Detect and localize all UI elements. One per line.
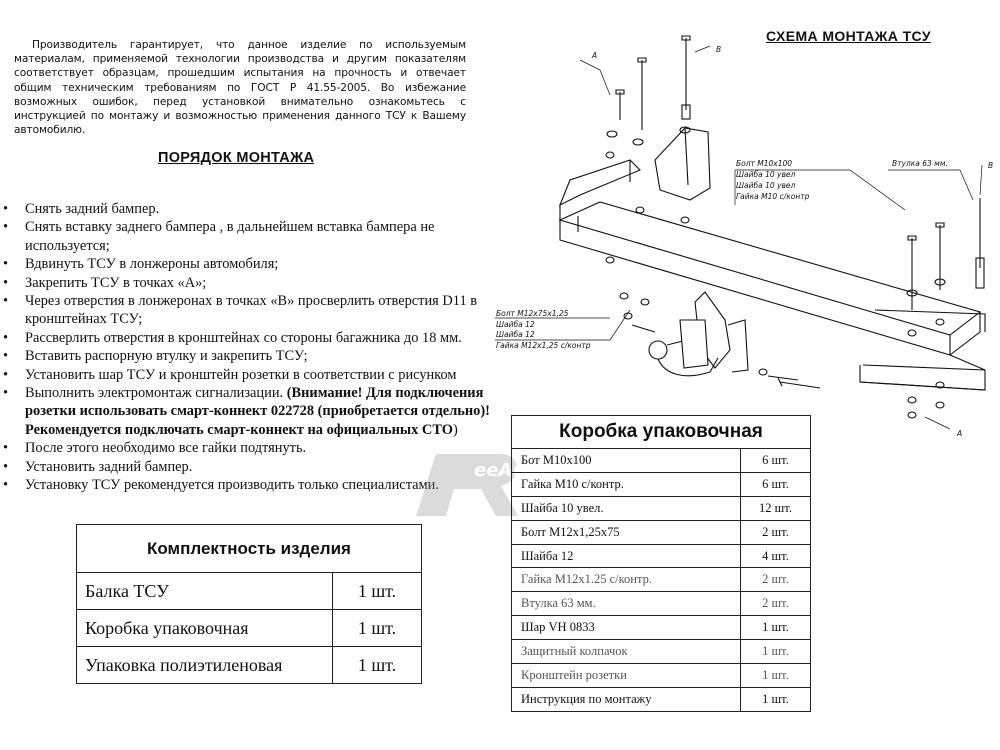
table-row: Защитный колпачок 1 шт.: [512, 640, 811, 664]
ball-mount: [649, 292, 748, 376]
step-item: • После этого необходимо все гайки подтянуть.: [0, 439, 490, 457]
kit-table: [76, 524, 422, 684]
step-item-electric: • Выполнить электромонтаж сигнализации. (Внимание! Для подключения розетки использовать смарт-коннект 022728 (приобретается отдельно)! Рекомендуется подключать смарт-коннект на официальных СТО): [0, 384, 490, 439]
table-row: Балка ТСУ 1 шт.: [77, 573, 422, 610]
step-item: • Установку ТСУ рекомендуется производить только специалистами.: [0, 476, 490, 494]
box-table-title: Коробка упаковочная: [512, 416, 811, 449]
label-a: A: [957, 429, 963, 438]
callout-text: Гайка М12х1,25 с/контр: [496, 341, 591, 350]
table-row: Инструкция по монтажу 1 шт.: [512, 687, 811, 711]
label-a: A: [592, 51, 598, 60]
intro-paragraph: Производитель гарантирует, что данное изделие по используемым материалам, применяемой технологии производства и другим показателям соответствует образцам, прошедшим испытания на прочность и отвечает общим техническим требованиям по ГОСТ Р 41.55-2005. Во избежание возможных ошибок, перед установкой внимательно ознакомьтесь с инструкцией по монтажу и возможностью применения данного ТСУ к Вашему автомобилю.: [14, 39, 466, 137]
table-row: Гайка М10 с/контр. 6 шт.: [512, 472, 811, 496]
callout-text: Болт М10х100: [736, 159, 793, 168]
callout-text: Гайка М10 с/контр: [736, 192, 810, 201]
label-b: B: [988, 161, 994, 170]
scheme-title: СХЕМА МОНТАЖА ТСУ: [766, 28, 931, 44]
table-row: Гайка М12х1.25 с/контр. 2 шт.: [512, 568, 811, 592]
step-item: • Установить шар ТСУ и кронштейн розетки в соответствии с рисунком: [0, 366, 490, 384]
callout-sleeve: Втулка 63 мм.: [892, 159, 948, 168]
label-b: B: [716, 45, 722, 54]
step-item: • Рассверлить отверстия в кронштейнах со стороны багажника до 18 мм.: [0, 329, 490, 347]
callout-text: Шайба 12: [496, 330, 535, 339]
table-row: Коробка упаковочная 1 шт.: [77, 610, 422, 647]
callout-text: Шайба 10 увел: [736, 170, 796, 179]
table-row: Шар VH 0833 1 шт.: [512, 616, 811, 640]
step-item: • Снять задний бампер.: [0, 200, 490, 218]
warning-text: (Внимание! Для подключения розетки использовать смарт-коннект 022728 (приобретается отдельно)! Рекомендуется подключать смарт-коннект на официальных СТО: [25, 385, 490, 438]
table-row: Упаковка полиэтиленовая 1 шт.: [77, 647, 422, 684]
table-row: Шайба 10 увел. 12 шт.: [512, 496, 811, 520]
step-item: • Снять вставку заднего бампера , в дальнейшем вставка бампера не используется;: [0, 218, 490, 255]
procedure-title: ПОРЯДОК МОНТАЖА: [158, 150, 315, 166]
box-contents-table: [511, 415, 811, 712]
step-item: • Через отверстия в лонжеронах в точках «В» просверлить отверстия D11 в кронштейнах ТСУ;: [0, 292, 490, 329]
mounting-diagram: [480, 20, 1000, 450]
step-item: • Вдвинуть ТСУ в лонжероны автомобиля;: [0, 255, 490, 273]
table-row: Шайба 12 4 шт.: [512, 544, 811, 568]
step-item: • Установить задний бампер.: [0, 458, 490, 476]
callout-text: Болт М12х75х1,25: [496, 309, 569, 318]
table-row: Бот М10х100 6 шт.: [512, 449, 811, 473]
step-item: • Закрепить ТСУ в точках «А»;: [0, 274, 490, 292]
callout-text: Шайба 12: [496, 320, 535, 329]
watermark-text: eeAuto: [474, 460, 547, 481]
callout-text: Шайба 10 увел: [736, 181, 796, 190]
kit-table-title: Комплектность изделия: [77, 525, 422, 573]
table-row: Втулка 63 мм. 2 шт.: [512, 592, 811, 616]
table-row: Болт М12х1,25х75 2 шт.: [512, 520, 811, 544]
table-row: Кронштейн розетки 1 шт.: [512, 664, 811, 688]
step-item: • Вставить распорную втулку и закрепить ТСУ;: [0, 347, 490, 365]
